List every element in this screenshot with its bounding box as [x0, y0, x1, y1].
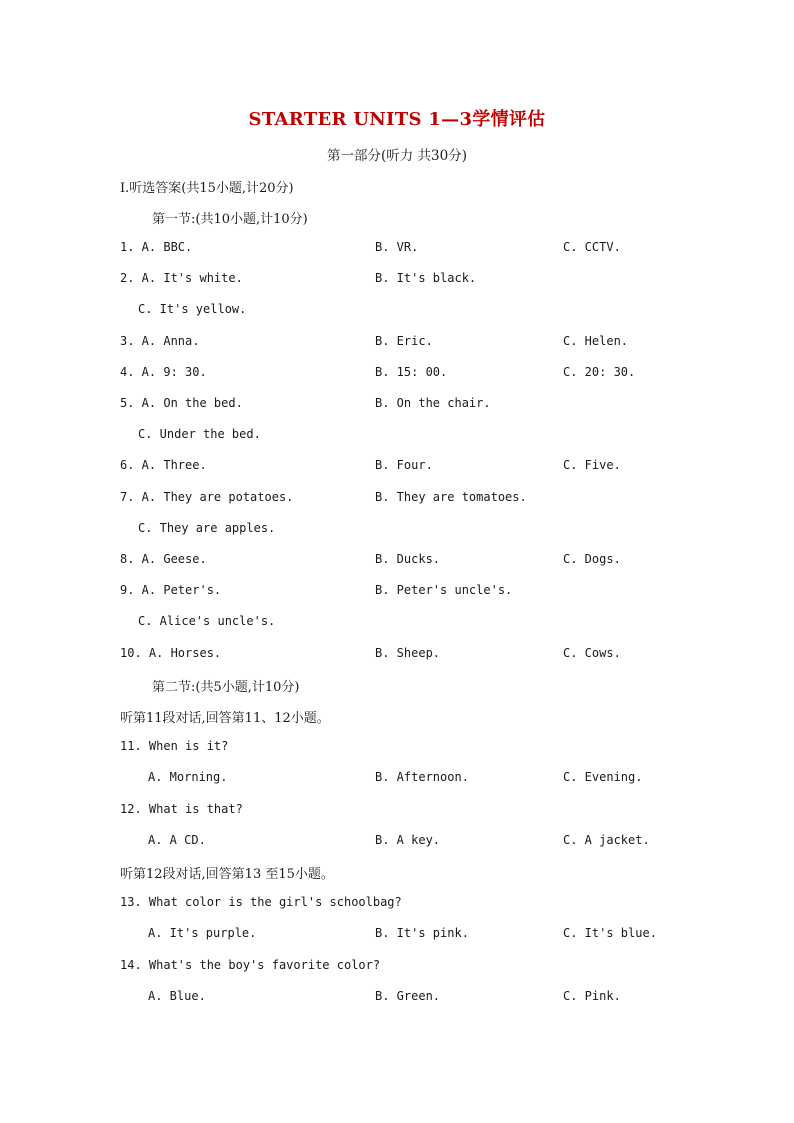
option-c: C. CCTV.: [563, 240, 621, 254]
option-c: C. A jacket.: [563, 833, 650, 847]
question-11-stem: [0, 739, 794, 757]
question-stem: 14. What's the boy's favorite color?: [120, 958, 381, 972]
option-b: B. Green.: [375, 989, 441, 1003]
option-a: 10. A. Horses.: [120, 646, 222, 660]
option-b: B. Eric.: [375, 334, 433, 348]
question-14-stem: [0, 958, 794, 976]
question-6: [0, 458, 794, 476]
question-12-options: [0, 833, 794, 851]
question-2-cont: [0, 302, 794, 320]
question-2: [0, 271, 794, 289]
question-3: [0, 334, 794, 352]
option-a: A. Morning.: [148, 770, 228, 784]
option-c: C. Dogs.: [563, 552, 621, 566]
option-b: B. Afternoon.: [375, 770, 469, 784]
question-1: [0, 240, 794, 258]
option-a: 8. A. Geese.: [120, 552, 207, 566]
option-a: 3. A. Anna.: [120, 334, 200, 348]
option-c: C. Cows.: [563, 646, 621, 660]
option-b: B. VR.: [375, 240, 419, 254]
option-b: B. A key.: [375, 833, 441, 847]
question-13-stem: [0, 895, 794, 913]
option-b: B. On the chair.: [375, 396, 491, 410]
option-b: B. Ducks.: [375, 552, 441, 566]
question-8: [0, 552, 794, 570]
option-b: B. Four.: [375, 458, 433, 472]
option-b: B. Sheep.: [375, 646, 441, 660]
question-11-options: [0, 770, 794, 788]
option-a: A. Blue.: [148, 989, 206, 1003]
question-stem: 11. When is it?: [120, 739, 229, 753]
option-a: 1. A. BBC.: [120, 240, 193, 254]
option-b: B. 15: 00.: [375, 365, 448, 379]
subsection-heading-1: 第一节:(共10小题,计10分): [152, 212, 308, 227]
option-c: C. Alice's uncle's.: [138, 614, 276, 628]
option-c: C. Pink.: [563, 989, 621, 1003]
option-c: C. They are apples.: [138, 521, 276, 535]
option-a: 5. A. On the bed.: [120, 396, 243, 410]
question-4: [0, 365, 794, 383]
dialog-instruction-12: 听第12段对话,回答第13 至15小题。: [120, 867, 334, 882]
option-c: C. It's blue.: [563, 926, 657, 940]
page-title: STARTER UNITS 1—3学情评估: [248, 109, 546, 130]
option-a: A. It's purple.: [148, 926, 257, 940]
question-9-cont: [0, 614, 794, 632]
option-b: B. It's pink.: [375, 926, 469, 940]
question-5: [0, 396, 794, 414]
dialog-instruction-11: 听第11段对话,回答第11、12小题。: [120, 711, 330, 726]
option-b: B. It's black.: [375, 271, 477, 285]
option-c: C. Helen.: [563, 334, 629, 348]
question-13-options: [0, 926, 794, 944]
option-a: 6. A. Three.: [120, 458, 207, 472]
question-7: [0, 490, 794, 508]
option-c: C. Five.: [563, 458, 621, 472]
section-heading: Ⅰ.听选答案(共15小题,计20分): [120, 181, 294, 196]
option-a: 7. A. They are potatoes.: [120, 490, 294, 504]
option-b: B. Peter's uncle's.: [375, 583, 513, 597]
question-12-stem: [0, 802, 794, 820]
option-c: C. 20: 30.: [563, 365, 636, 379]
option-a: 4. A. 9: 30.: [120, 365, 207, 379]
subsection-heading-2: 第二节:(共5小题,计10分): [152, 680, 300, 695]
question-7-cont: [0, 521, 794, 539]
option-b: B. They are tomatoes.: [375, 490, 527, 504]
option-c: C. Under the bed.: [138, 427, 261, 441]
option-c: C. It's yellow.: [138, 302, 247, 316]
question-10: [0, 646, 794, 664]
option-c: C. Evening.: [563, 770, 643, 784]
option-a: A. A CD.: [148, 833, 206, 847]
question-9: [0, 583, 794, 601]
option-a: 9. A. Peter's.: [120, 583, 222, 597]
question-14-options: [0, 989, 794, 1007]
option-a: 2. A. It's white.: [120, 271, 243, 285]
part-heading: 第一部分(听力 共30分): [326, 148, 467, 164]
question-5-cont: [0, 427, 794, 445]
question-stem: 12. What is that?: [120, 802, 243, 816]
question-stem: 13. What color is the girl's schoolbag?: [120, 895, 402, 909]
